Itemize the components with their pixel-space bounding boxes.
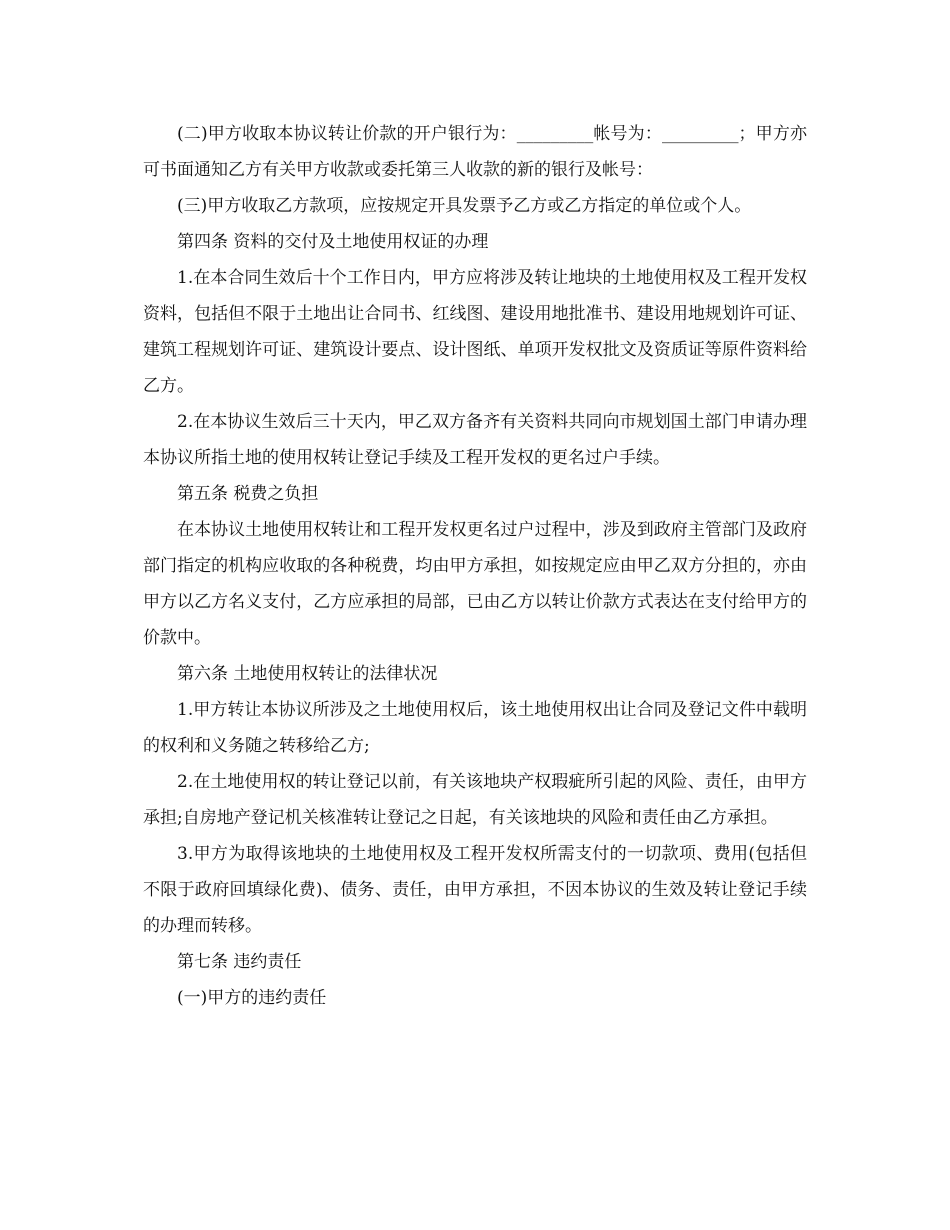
paragraph-invoice: (三)甲方收取乙方款项，应按规定开具发票予乙方或乙方指定的单位或个人。 (177, 196, 752, 216)
article-5-heading: 第五条 税费之负担 (177, 484, 319, 504)
article-5-body: 在本协议土地使用权转让和工程开发权更名过户过程中，涉及到政府主管部门及政府部门指定的机构应收取的各种税费，均由甲方承担，如按规定应由甲乙双方分担的，亦由甲方以乙方名义支付，乙方应承担的局部，已由乙方以转让价款方式表达在支付给甲方的价款中。 (143, 520, 807, 648)
article-4-clause-1: 1.在本合同生效后十个工作日内，甲方应将涉及转让地块的土地使用权及工程开发权资料，包括但不限于土地出让合同书、红线图、建设用地批准书、建设用地规划许可证、建筑工程规划许可证、建筑设计要点、设计图纸、单项开发权批文及资质证等原件资料给乙方。 (143, 268, 807, 396)
article-6-clause-2: 2.在土地使用权的转让登记以前，有关该地块产权瑕疵所引起的风险、责任，由甲方承担;自房地产登记机关核准转让登记之日起，有关该地块的风险和责任由乙方承担。 (143, 772, 807, 828)
article-6-clause-3: 3.甲方为取得该地块的土地使用权及工程开发权所需支付的一切款项、费用(包括但不限于政府回填绿化费)、债务、责任，由甲方承担，不因本协议的生效及转让登记手续的办理而转移。 (143, 844, 807, 936)
article-7-heading: 第七条 违约责任 (177, 952, 302, 972)
article-4-clause-2: 2.在本协议生效后三十天内，甲乙双方备齐有关资料共同向市规划国土部门申请办理本协议所指土地的使用权转让登记手续及工程开发权的更名过户手续。 (143, 412, 807, 468)
article-6-clause-1: 1.甲方转让本协议所涉及之土地使用权后，该土地使用权出让合同及登记文件中载明的权利和义务随之转移给乙方; (143, 700, 807, 756)
document-body (143, 116, 807, 1016)
paragraph-bank-account: (二)甲方收取本协议转让价款的开户银行为：_________帐号为：_________；甲方亦可书面通知乙方有关甲方收款或委托第三人收款的新的银行及帐号： (143, 124, 807, 180)
article-6-heading: 第六条 土地使用权转让的法律状况 (177, 664, 438, 684)
article-4-heading: 第四条 资料的交付及土地使用权证的办理 (177, 232, 489, 252)
article-7-subheading-party-a: (一)甲方的违约责任 (177, 988, 327, 1008)
